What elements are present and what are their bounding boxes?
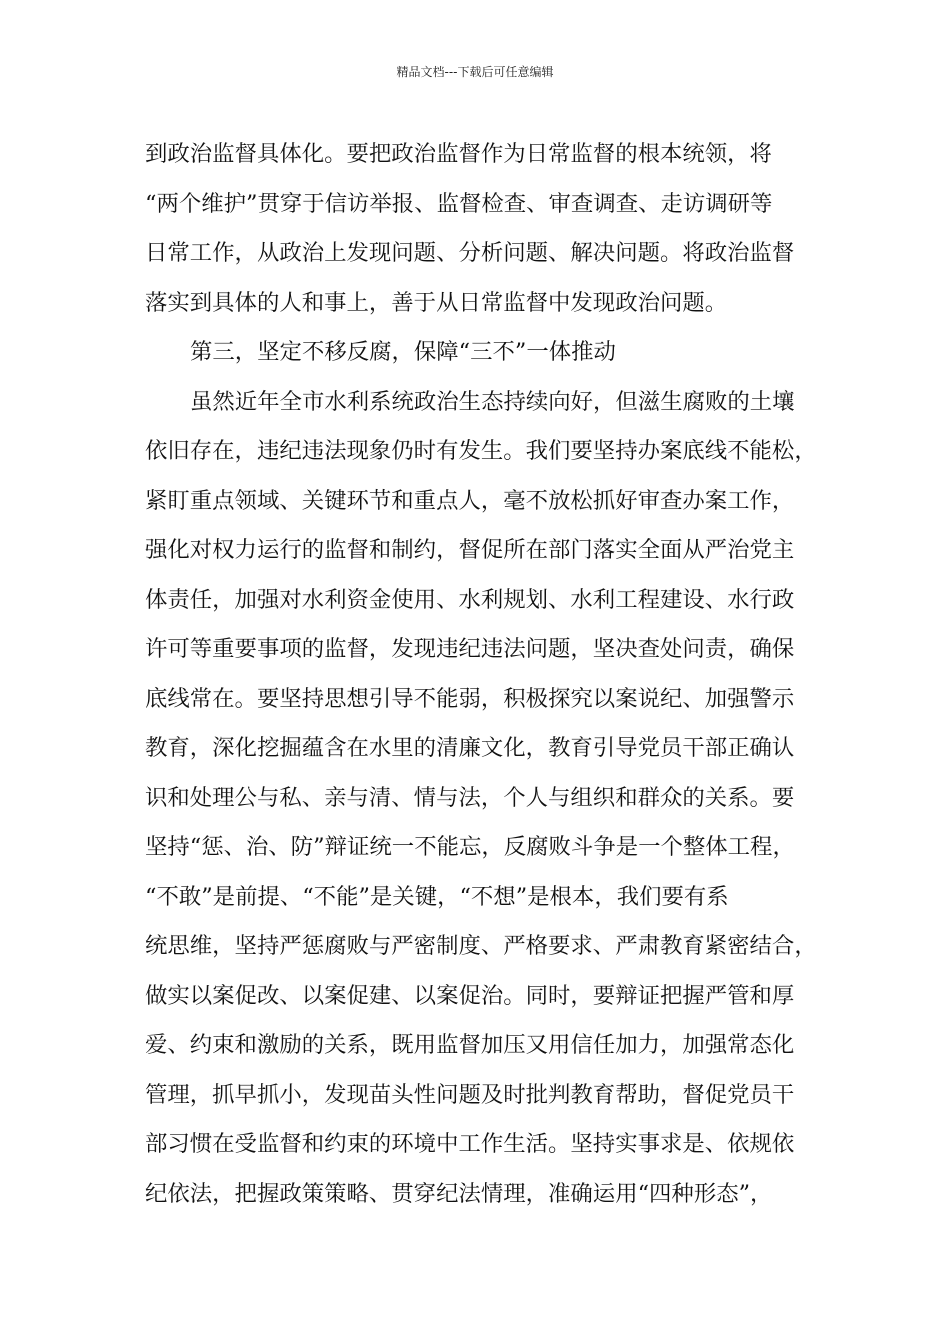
text-line: 做实以案促改、以案促建、以案促治。同时，要辩证把握严管和厚 bbox=[145, 982, 795, 1009]
page-header: 精品文档---下载后可任意编辑 bbox=[396, 65, 554, 79]
text-line: 日常工作，从政治上发现问题、分析问题、解决问题。将政治监督 bbox=[145, 240, 795, 266]
text-line: 识和处理公与私、亲与清、情与法，个人与组织和群众的关系。要 bbox=[145, 784, 795, 811]
text-line: 爱、约束和激励的关系，既用监督加压又用信任加力，加强常态化 bbox=[145, 1032, 795, 1058]
text-line: 依旧存在，违纪违法现象仍时有发生。我们要坚持办案底线不能松， bbox=[145, 438, 817, 464]
text-line: 体责任，加强对水利资金使用、水利规划、水利工程建设、水行政 bbox=[145, 586, 795, 613]
text-line: 管理，抓早抓小，发现苗头性问题及时批判教育帮助，督促党员干 bbox=[145, 1081, 795, 1108]
section-heading: 第三，坚定不移反腐，保障“三不”一体推动 bbox=[190, 339, 616, 365]
text-line: 部习惯在受监督和约束的环境中工作生活。坚持实事求是、依规依 bbox=[145, 1131, 795, 1157]
text-line: 底线常在。要坚持思想引导不能弱，积极探究以案说纪、加强警示 bbox=[145, 685, 795, 712]
text-line: 落实到具体的人和事上，善于从日常监督中发现政治问题。 bbox=[145, 289, 728, 316]
text-line: “不敢”是前提、“不能”是关键，“不想”是根本，我们要有系 bbox=[145, 883, 729, 910]
text-line: 许可等重要事项的监督，发现违纪违法问题，坚决查处问责，确保 bbox=[145, 636, 795, 662]
text-line: 纪依法，把握政策策略、贯穿纪法情理，准确运用“四种形态”， bbox=[145, 1180, 773, 1207]
text-line: 坚持“惩、治、防”辩证统一不能忘，反腐败斗争是一个整体工程， bbox=[145, 834, 795, 860]
document-body bbox=[145, 130, 825, 1219]
text-line: 统思维，坚持严惩腐败与严密制度、严格要求、严肃教育紧密结合， bbox=[145, 933, 817, 959]
text-line: 紧盯重点领域、关键环节和重点人，毫不放松抓好审查办案工作， bbox=[145, 487, 795, 514]
text-line: 到政治监督具体化。要把政治监督作为日常监督的根本统领，将 bbox=[145, 141, 772, 167]
text-line: 虽然近年全市水利系统政治生态持续向好，但滋生腐败的土壤 bbox=[190, 388, 795, 415]
text-line: 强化对权力运行的监督和制约，督促所在部门落实全面从严治党主 bbox=[145, 537, 795, 563]
text-line: 教育，深化挖掘蕴含在水里的清廉文化，教育引导党员干部正确认 bbox=[145, 735, 795, 761]
text-line: “两个维护”贯穿于信访举报、监督检查、审查调查、走访调研等 bbox=[145, 190, 773, 217]
